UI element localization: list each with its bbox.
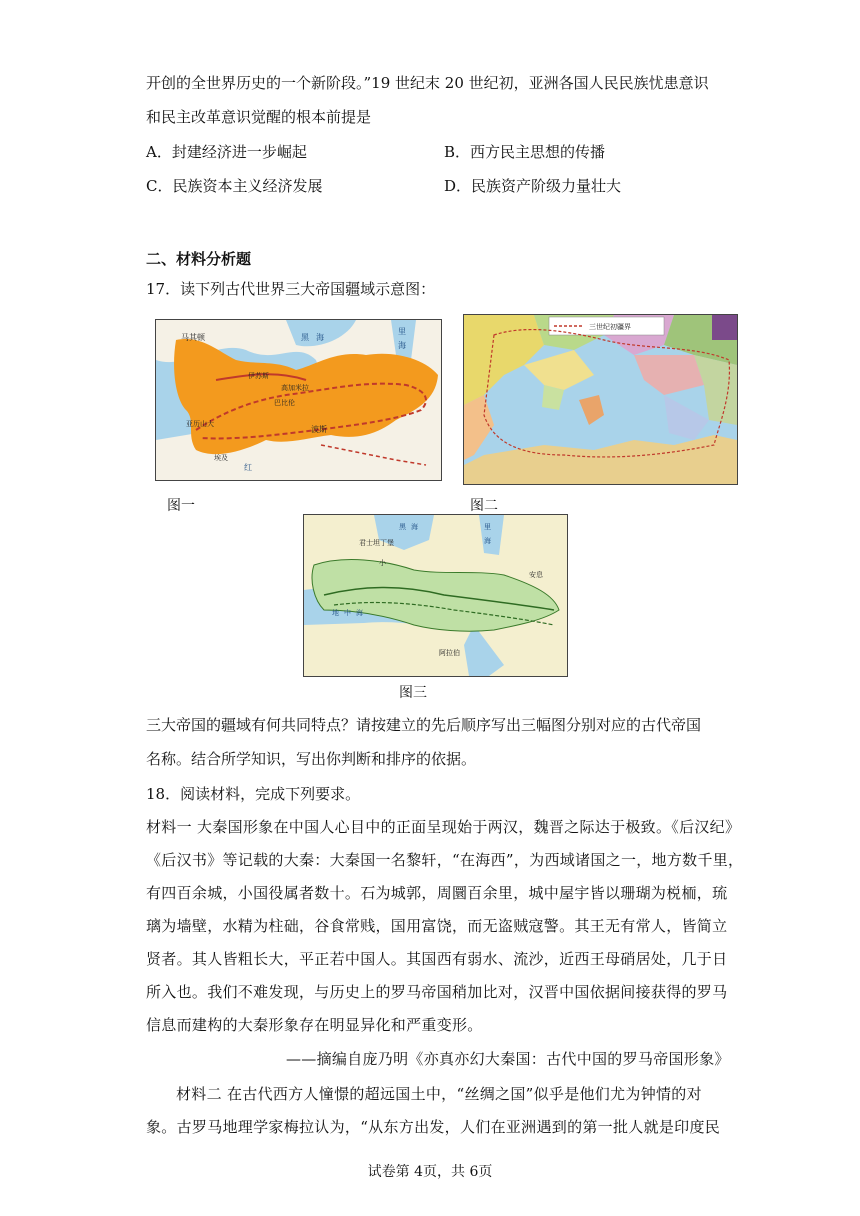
map3-label-hai2: 海 — [356, 609, 363, 617]
map-3-drawing — [304, 515, 567, 676]
material-2-line: 材料二 在古代西方人憧憬的超远国土中，“丝绸之国”似乎是他们尤为钟情的对 — [176, 1085, 702, 1103]
material-1-line: 《后汉书》等记载的大秦：大秦国一名黎轩，“在海西”，为西域诸国之一，地方数千里， — [146, 851, 744, 869]
option-a: A．封建经济进一步崛起 — [146, 143, 307, 161]
option-d: D．民族资产阶级力量壮大 — [444, 177, 622, 195]
map3-label-di: 地 — [332, 609, 339, 617]
material-1-line: 璃为墙壁，水精为柱础，谷食常贱，国用富饶，而无盗贼寇警。其王无有常人，皆简立 — [146, 917, 728, 935]
section-heading: 二、材料分析题 — [146, 250, 252, 268]
q17-question-line1: 三大帝国的疆域有何共同特点？请按建立的先后顺序写出三幅图分别对应的古代帝国 — [146, 716, 702, 734]
map1-label-persia: 波斯 — [311, 425, 327, 434]
material-1-line: 信息而建构的大秦形象存在明显异化和严重变形。 — [146, 1016, 483, 1034]
map3-label-li: 里 — [484, 523, 491, 531]
figure-3-caption: 图三 — [399, 685, 427, 701]
map1-label-li: 里 — [398, 327, 406, 336]
material-1-line: 有四百余城，小国役属者数十。石为城郭，周圜百余里，城中屋宇皆以珊瑚为棁栭，琉 — [146, 884, 728, 902]
map-figure-3 — [303, 514, 568, 677]
material-1-line: 贤者。其人皆粗长大，平正若中国人。其国西有弱水、流沙，近西王母硝居处，几于日 — [146, 950, 728, 968]
map2-legend-label: 三世纪初疆界 — [589, 323, 631, 331]
map3-label-hai: 海 — [484, 537, 491, 545]
material-2-line: 象。古罗马地理学家梅拉认为，“从东方出发，人们在亚洲遇到的第一批人就是印度民 — [146, 1118, 721, 1136]
map1-label-issus: 伊苏斯 — [248, 372, 269, 380]
option-c: C．民族资本主义经济发展 — [146, 177, 323, 195]
map1-label-red: 红 — [244, 463, 252, 472]
map1-label-macedon: 马其顿 — [181, 333, 205, 342]
map-figure-2 — [463, 314, 738, 485]
map1-label-alexandria: 亚历山大 — [186, 420, 214, 428]
material-1-line: 材料一 大秦国形象在中国人心目中的正面呈现始于两汉，魏晋之际达于极致。《后汉纪》 — [146, 818, 741, 836]
q17-question-line2: 名称。结合所学知识，写出你判断和排序的依据。 — [146, 750, 477, 768]
map1-label-sea: 海 — [316, 333, 324, 342]
map1-label-babylon: 巴比伦 — [274, 399, 295, 407]
map3-label-black-sea: 海 — [411, 523, 418, 531]
map-1-drawing — [156, 320, 441, 480]
map-figure-1 — [155, 319, 442, 481]
map3-label-constantinople: 君士坦丁堡 — [359, 539, 394, 547]
material-1-source: ——摘编自庞乃明《亦真亦幻大秦国：古代中国的罗马帝国形象》 — [286, 1050, 730, 1068]
page-footer: 试卷第 4页，共 6页 — [367, 1164, 493, 1180]
map3-label-parthia: 安息 — [529, 571, 543, 579]
q17-stem: 17．读下列古代世界三大帝国疆域示意图： — [146, 280, 436, 298]
material-1-line: 所入也。我们不难发现，与历史上的罗马帝国稍加比对，汉晋中国依据间接获得的罗马 — [146, 983, 728, 1001]
map1-label-hai: 海 — [398, 341, 406, 350]
map3-label-xiao: 小 — [379, 559, 386, 567]
option-b: B．西方民主思想的传播 — [444, 143, 606, 161]
q18-stem: 18．阅读材料，完成下列要求。 — [146, 785, 361, 803]
map1-label-gaugamela: 高加米拉 — [281, 384, 309, 392]
figure-1-caption: 图一 — [167, 498, 195, 514]
map1-label-egypt: 埃及 — [214, 454, 228, 462]
q16-stem-line1: 开创的全世界历史的一个新阶段。”19 世纪末 20 世纪初，亚洲各国人民民族忧患意识 — [146, 74, 709, 92]
map-2-drawing — [464, 315, 737, 484]
figure-2-caption: 图二 — [470, 498, 498, 514]
q16-stem-line2: 和民主改革意识觉醒的根本前提是 — [146, 108, 372, 126]
map1-label-black: 黑 — [301, 333, 309, 342]
map3-label-arabia: 阿拉伯 — [439, 649, 460, 657]
map3-label-zhong: 中 — [344, 609, 351, 617]
map3-label-black: 黑 — [399, 523, 406, 531]
